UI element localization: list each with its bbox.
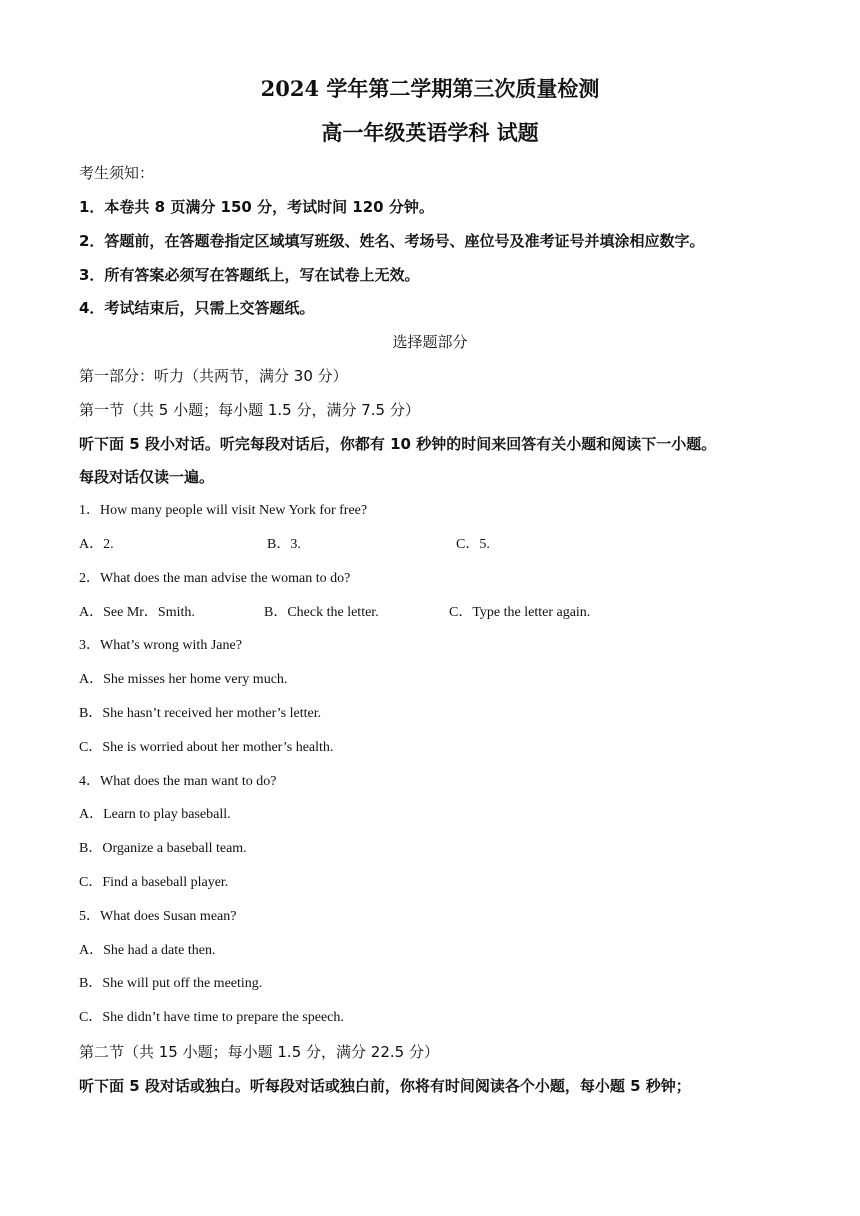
question-3-option-b: B．She hasn’t received her mother’s letter. <box>79 706 322 721</box>
question-4-option-a: A．Learn to play baseball. <box>79 807 231 822</box>
question-5-option-a: A．She had a date then. <box>79 943 216 958</box>
part1-heading: 第一部分：听力（共两节，满分 30 分） <box>79 367 348 385</box>
question-3-option-a: A．She misses her home very much. <box>79 672 288 687</box>
notice-item-1: 1．本卷共 8 页满分 150 分，考试时间 120 分钟。 <box>79 198 434 216</box>
part1-section2-instructions: 听下面 5 段对话或独白。听每段对话或独白前，你将有时间阅读各个小题，每小题 5 秒钟； <box>79 1077 691 1095</box>
question-4-option-c: C．Find a baseball player. <box>79 875 229 890</box>
part1-instructions-line1: 听下面 5 段小对话。听完每段对话后，你都有 10 秒钟的时间来回答有关小题和阅读下一小题。 <box>79 435 717 453</box>
question-5-stem: 5．What does Susan mean? <box>79 909 237 924</box>
notice-heading: 考生须知： <box>79 164 155 182</box>
question-2-stem: 2．What does the man advise the woman to do? <box>79 571 351 586</box>
question-5-option-b: B．She will put off the meeting. <box>79 976 263 991</box>
question-1-option-b: B．3. <box>267 537 301 552</box>
question-1-option-a: A．2. <box>79 537 114 552</box>
part1-section1-heading: 第一节（共 5 小题；每小题 1.5 分，满分 7.5 分） <box>79 401 420 419</box>
exam-title: 2024 学年第二学期第三次质量检测 <box>260 76 600 101</box>
question-5-option-c: C．She didn’t have time to prepare the speech. <box>79 1010 344 1025</box>
question-4-stem: 4．What does the man want to do? <box>79 774 277 789</box>
question-2-option-a: A．See Mr．Smith. <box>79 605 195 620</box>
notice-item-3: 3．所有答案必须写在答题纸上，写在试卷上无效。 <box>79 266 420 284</box>
question-1-option-c: C．5. <box>456 537 490 552</box>
question-3-stem: 3．What’s wrong with Jane? <box>79 638 242 653</box>
notice-item-2: 2．答题前，在答题卷指定区域填写班级、姓名、考场号、座位号及准考证号并填涂相应数字。 <box>79 232 705 250</box>
section-label: 选择题部分 <box>392 333 468 351</box>
question-2-option-b: B．Check the letter. <box>264 605 379 620</box>
question-2-option-c: C．Type the letter again. <box>449 605 591 620</box>
question-3-option-c: C．She is worried about her mother’s health. <box>79 740 334 755</box>
part1-section2-heading: 第二节（共 15 小题；每小题 1.5 分，满分 22.5 分） <box>79 1043 439 1061</box>
exam-subtitle: 高一年级英语学科 试题 <box>321 120 539 145</box>
question-4-option-b: B．Organize a baseball team. <box>79 841 247 856</box>
notice-item-4: 4．考试结束后，只需上交答题纸。 <box>79 299 315 317</box>
part1-instructions-line2: 每段对话仅读一遍。 <box>79 468 215 486</box>
question-1-stem: 1．How many people will visit New York for free? <box>79 503 368 518</box>
